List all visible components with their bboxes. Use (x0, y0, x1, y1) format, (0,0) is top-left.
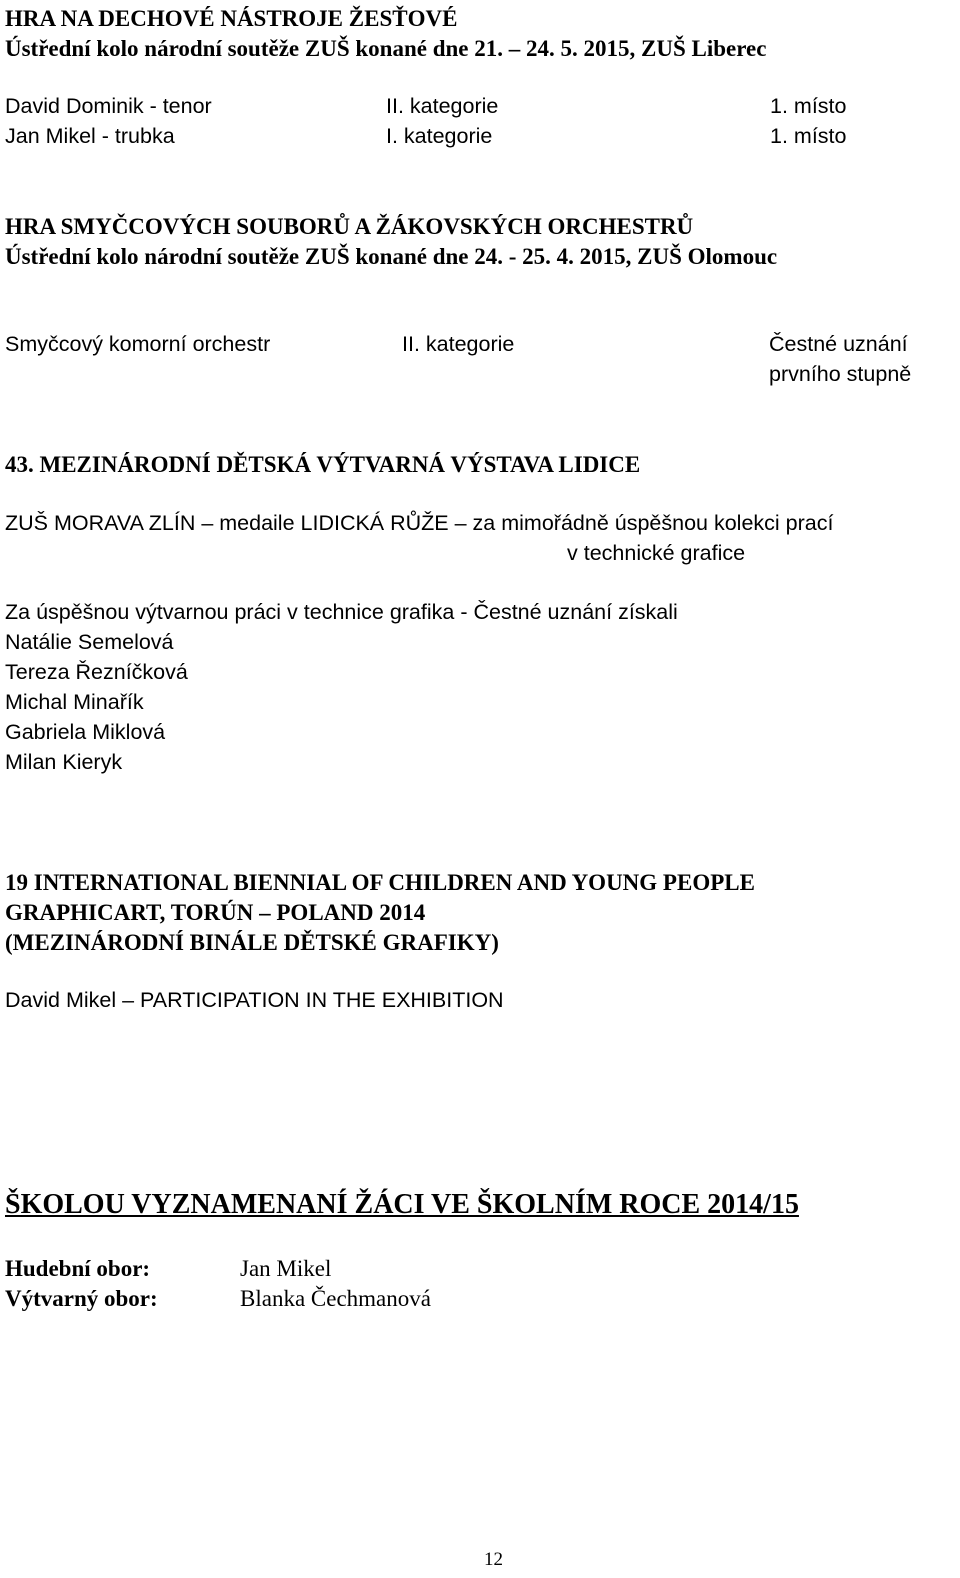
strings-subheading: Ústřední kolo národní soutěže ZUŠ konané dne 24. - 25. 4. 2015, ZUŠ Olomouc (5, 244, 778, 269)
winds-row-1-category: II. kategorie (386, 94, 499, 118)
strings-ensemble-name: Smyčcový komorní orchestr (5, 332, 271, 356)
awarded-name-music: Jan Mikel (240, 1256, 332, 1281)
lidice-honor-intro: Za úspěšnou výtvarnou práci v technice grafika - Čestné uznání získali (5, 600, 678, 624)
biennial-line-3: (MEZINÁRODNÍ BINÁLE DĚTSKÉ GRAFIKY) (5, 930, 499, 955)
lidice-honoree: Gabriela Miklová (5, 720, 166, 744)
biennial-line-2: GRAPHICART, TORÚN – POLAND 2014 (5, 900, 426, 925)
lidice-award-line-2: v technické grafice (567, 541, 746, 565)
page-number: 12 (484, 1549, 503, 1570)
lidice-award-line-1: ZUŠ MORAVA ZLÍN – medaile LIDICKÁ RŮŽE – za mimořádně úspěšnou kolekci prací (5, 511, 834, 535)
winds-row-2-name: Jan Mikel - trubka (5, 124, 175, 148)
awarded-name-art: Blanka Čechmanová (240, 1286, 431, 1311)
strings-heading: HRA SMYČCOVÝCH SOUBORŮ A ŽÁKOVSKÝCH ORCHESTRŮ (5, 214, 694, 239)
winds-heading: HRA NA DECHOVÉ NÁSTROJE ŽESŤOVÉ (5, 6, 458, 31)
lidice-honoree: Milan Kieryk (5, 750, 123, 774)
winds-row-1-place: 1. místo (770, 94, 847, 118)
lidice-honoree: Natálie Semelová (5, 630, 174, 654)
strings-award-line-2: prvního stupně (769, 362, 912, 386)
winds-row-2-category: I. kategorie (386, 124, 493, 148)
strings-category: II. kategorie (402, 332, 515, 356)
strings-award-line-1: Čestné uznání (769, 332, 908, 356)
winds-subheading: Ústřední kolo národní soutěže ZUŠ konané dne 21. – 24. 5. 2015, ZUŠ Liberec (5, 36, 767, 61)
lidice-honoree: Michal Minařík (5, 690, 144, 714)
winds-row-1-name: David Dominik - tenor (5, 94, 212, 118)
lidice-heading: 43. MEZINÁRODNÍ DĚTSKÁ VÝTVARNÁ VÝSTAVA LIDICE (5, 452, 641, 477)
awarded-title: ŠKOLOU VYZNAMENANÍ ŽÁCI VE ŠKOLNÍM ROCE 2014/15 (5, 1189, 799, 1220)
winds-row-2-place: 1. místo (770, 124, 847, 148)
awarded-label-art: Výtvarný obor: (5, 1286, 158, 1311)
lidice-honoree: Tereza Řezníčková (5, 660, 188, 684)
biennial-participant: David Mikel – PARTICIPATION IN THE EXHIBITION (5, 988, 504, 1012)
awarded-label-music: Hudební obor: (5, 1256, 151, 1281)
biennial-line-1: 19 INTERNATIONAL BIENNIAL OF CHILDREN AND YOUNG PEOPLE (5, 870, 755, 895)
